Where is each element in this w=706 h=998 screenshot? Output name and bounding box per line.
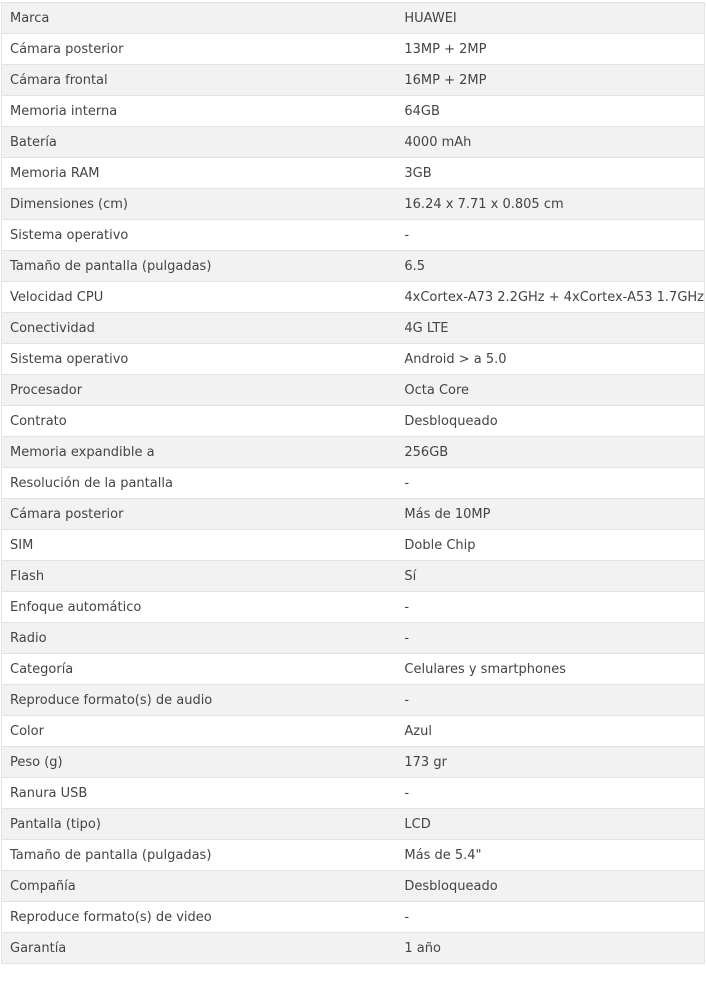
spec-value: Desbloqueado — [404, 413, 498, 429]
spec-value: LCD — [404, 816, 431, 832]
spec-row — [2, 251, 705, 282]
spec-value: 64GB — [404, 103, 440, 119]
spec-row — [2, 592, 705, 623]
spec-value: Android > a 5.0 — [404, 351, 507, 367]
spec-row — [2, 902, 705, 933]
spec-row — [2, 34, 705, 65]
spec-row — [2, 809, 705, 840]
spec-row — [2, 220, 705, 251]
spec-value: - — [404, 599, 410, 615]
spec-row — [2, 158, 705, 189]
spec-value: - — [404, 475, 410, 491]
spec-label: Categoría — [10, 661, 74, 677]
spec-label: Color — [10, 723, 44, 739]
spec-label: Peso (g) — [10, 754, 63, 770]
spec-label: Flash — [10, 568, 45, 584]
spec-row — [2, 313, 705, 344]
spec-label: Memoria interna — [10, 103, 118, 119]
spec-label: Compañía — [10, 878, 76, 894]
spec-label: Velocidad CPU — [10, 289, 104, 305]
spec-label: Contrato — [10, 413, 67, 429]
spec-label: Marca — [10, 10, 50, 26]
spec-value: Sí — [404, 568, 417, 584]
spec-row — [2, 623, 705, 654]
spec-value: HUAWEI — [404, 10, 457, 26]
spec-row — [2, 375, 705, 406]
spec-value: - — [404, 227, 410, 243]
spec-label: Resolución de la pantalla — [10, 475, 173, 491]
spec-row — [2, 654, 705, 685]
spec-value: - — [404, 785, 410, 801]
spec-value: 4G LTE — [404, 320, 449, 336]
spec-value: 173 gr — [404, 754, 447, 770]
spec-label: Tamaño de pantalla (pulgadas) — [10, 258, 212, 274]
spec-row — [2, 189, 705, 220]
spec-row — [2, 685, 705, 716]
specifications-table-body — [2, 3, 705, 964]
spec-label: Garantía — [10, 940, 67, 956]
spec-value: - — [404, 909, 410, 925]
spec-label: Conectividad — [10, 320, 95, 336]
spec-value: Azul — [404, 723, 432, 739]
specifications-table — [1, 2, 705, 964]
spec-value: 4000 mAh — [404, 134, 472, 150]
spec-label: Tamaño de pantalla (pulgadas) — [10, 847, 212, 863]
spec-value: Más de 10MP — [404, 506, 491, 522]
spec-label: Dimensiones (cm) — [10, 196, 128, 212]
spec-value: 16MP + 2MP — [404, 72, 487, 88]
spec-label: Procesador — [10, 382, 83, 398]
spec-label: Memoria RAM — [10, 165, 100, 181]
spec-label: SIM — [10, 537, 34, 553]
spec-label: Sistema operativo — [10, 227, 129, 243]
spec-row — [2, 778, 705, 809]
spec-value: 13MP + 2MP — [404, 41, 487, 57]
spec-row — [2, 65, 705, 96]
spec-label: Cámara frontal — [10, 72, 108, 88]
spec-label: Reproduce formato(s) de audio — [10, 692, 213, 708]
spec-value: Doble Chip — [404, 537, 476, 553]
spec-value: Más de 5.4" — [404, 847, 482, 863]
spec-label: Memoria expandible a — [10, 444, 155, 460]
spec-row — [2, 561, 705, 592]
spec-row — [2, 530, 705, 561]
spec-value: - — [404, 692, 410, 708]
spec-label: Cámara posterior — [10, 41, 124, 57]
spec-label: Radio — [10, 630, 47, 646]
spec-row — [2, 468, 705, 499]
spec-row — [2, 127, 705, 158]
spec-label: Batería — [10, 134, 57, 150]
spec-row — [2, 3, 705, 34]
spec-row — [2, 871, 705, 902]
spec-label: Sistema operativo — [10, 351, 129, 367]
spec-value: 3GB — [404, 165, 432, 181]
spec-label: Reproduce formato(s) de video — [10, 909, 212, 925]
spec-value: 1 año — [404, 940, 441, 956]
spec-row — [2, 96, 705, 127]
spec-label: Ranura USB — [10, 785, 88, 801]
spec-row — [2, 716, 705, 747]
spec-value: 16.24 x 7.71 x 0.805 cm — [404, 196, 564, 212]
spec-label: Cámara posterior — [10, 506, 124, 522]
spec-value: 256GB — [404, 444, 449, 460]
spec-value: Desbloqueado — [404, 878, 498, 894]
spec-row — [2, 840, 705, 871]
spec-row — [2, 747, 705, 778]
spec-row — [2, 344, 705, 375]
spec-row — [2, 282, 705, 313]
spec-value: 6.5 — [404, 258, 426, 274]
spec-row — [2, 933, 705, 964]
spec-value: 4xCortex-A73 2.2GHz + 4xCortex-A53 1.7GHz — [404, 289, 704, 305]
spec-row — [2, 406, 705, 437]
spec-label: Pantalla (tipo) — [10, 816, 101, 832]
spec-row — [2, 499, 705, 530]
spec-value: Octa Core — [404, 382, 470, 398]
spec-row — [2, 437, 705, 468]
spec-value: - — [404, 630, 410, 646]
spec-label: Enfoque automático — [10, 599, 142, 615]
spec-value: Celulares y smartphones — [404, 661, 566, 677]
